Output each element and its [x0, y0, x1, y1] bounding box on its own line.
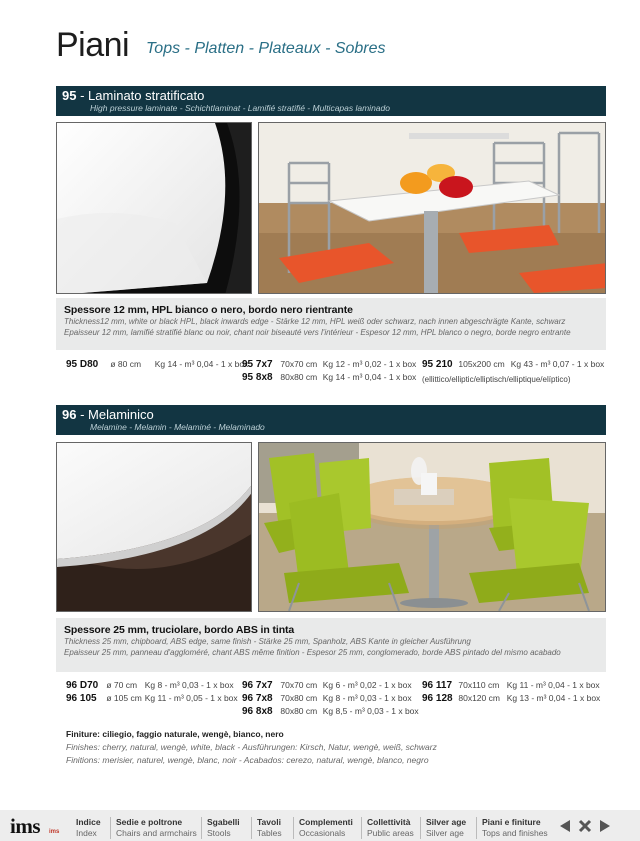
product-row — [422, 680, 600, 691]
nav-silver-age[interactable] — [426, 817, 466, 839]
nav-chairs[interactable] — [116, 817, 197, 839]
nav-sublabel: Occasionals — [299, 828, 346, 838]
brand-logo-mark: ims — [49, 829, 60, 835]
product-code: 96 128 — [422, 693, 453, 704]
product-pack: Kg 6 - m³ 0,02 - 1 x box — [322, 680, 412, 690]
product-pack: Kg 11 - m³ 0,04 - 1 x box — [506, 680, 600, 690]
product-size: ø 70 cm — [106, 680, 138, 690]
product-code: 96 117 — [422, 680, 453, 691]
product-size: 70x110 cm — [458, 680, 500, 690]
nav-divider — [293, 817, 294, 839]
nav-sublabel: Tops and finishes — [482, 828, 548, 838]
section-96-spec-line-2: Epaisseur 25 mm, panneau d'aggloméré, chant ABS même finition - Espesor 25 mm, conglomerado, borde ABS pintado del mismo acabado — [64, 648, 561, 657]
product-code: 96 7x8 — [242, 693, 273, 704]
section-95-subtitle: High pressure laminate - Schichtlaminat - Lamifié stratifié - Multicapas laminado — [90, 103, 390, 113]
product-row — [422, 359, 604, 370]
product-size: 70x80 cm — [280, 693, 318, 703]
product-code: 96 D70 — [66, 680, 99, 691]
nav-divider — [476, 817, 477, 839]
section-95-spec-box — [56, 298, 606, 350]
section-96-title: - Melaminico — [80, 407, 154, 422]
nav-label: Silver age — [426, 817, 467, 827]
product-row — [242, 693, 412, 704]
nav-index[interactable] — [76, 817, 101, 839]
finishes-title: Finiture: ciliegio, faggio naturale, wengè, bianco, nero — [66, 729, 284, 739]
melamine-swatch-image — [56, 442, 252, 612]
nav-divider — [201, 817, 202, 839]
section-96-number: 96 — [62, 407, 77, 422]
product-pack: Kg 12 - m³ 0,02 - 1 x box — [322, 359, 417, 369]
nav-sublabel: Public areas — [367, 828, 414, 838]
nav-label: Indice — [76, 817, 101, 827]
laminate-swatch-graphic — [57, 123, 252, 294]
section-95-spec-line-1: Thickness12 mm, white or black HPL, black inwards edge - Stärke 12 mm, HPL weiß oder schwarz, nach innen abgeschrägte Kante, schwarz — [64, 317, 566, 326]
page-title: Piani — [56, 26, 130, 64]
table-scene-image-95 — [258, 122, 606, 294]
product-size: 70x70 cm — [280, 680, 318, 690]
product-pack: Kg 14 - m³ 0,04 - 1 x box — [154, 359, 249, 369]
section-95-spec-line-2: Epaisseur 12 mm, lamifié stratifié blanc ou noir, chant noir biseauté vers l'intérieur - Espesor 12 mm, HPL blanco o negro, borde negro entrante — [64, 328, 571, 337]
nav-label: Sedie e poltrone — [116, 817, 183, 827]
nav-divider — [420, 817, 421, 839]
nav-sublabel: Stools — [207, 828, 231, 838]
nav-divider — [251, 817, 252, 839]
product-pack: Kg 8 - m³ 0,03 - 1 x box — [322, 693, 412, 703]
nav-sublabel: Index — [76, 828, 97, 838]
section-96-header — [56, 405, 606, 435]
close-icon[interactable] — [578, 819, 592, 833]
section-95-header — [56, 86, 606, 116]
nav-tables[interactable] — [257, 817, 282, 839]
product-code: 96 7x7 — [242, 680, 273, 691]
product-size: 80x80 cm — [280, 706, 318, 716]
product-pack: Kg 13 - m³ 0,04 - 1 x box — [506, 693, 601, 703]
nav-label: Tavoli — [257, 817, 281, 827]
product-row — [422, 693, 600, 704]
section-95-number: 95 — [62, 88, 77, 103]
product-row — [242, 372, 416, 383]
finishes-line-1: Finishes: cherry, natural, wengè, white, black - Ausführungen: Kirsch, Natur, wengè, weiß, schwarz — [66, 742, 437, 752]
product-pack: Kg 14 - m³ 0,04 - 1 x box — [322, 372, 417, 382]
nav-label: Collettività — [367, 817, 411, 827]
nav-divider — [110, 817, 111, 839]
product-pack: Kg 8,5 - m³ 0,03 - 1 x box — [322, 706, 419, 716]
product-row — [66, 680, 234, 691]
table-scene-graphic-95 — [259, 123, 606, 294]
nav-tops-finishes[interactable] — [482, 817, 548, 839]
nav-sublabel: Silver age — [426, 828, 464, 838]
previous-page-icon[interactable] — [558, 819, 572, 833]
product-pack: Kg 8 - m³ 0,03 - 1 x box — [144, 680, 234, 690]
product-size: ø 80 cm — [110, 359, 142, 369]
table-scene-graphic-96 — [259, 443, 606, 612]
product-row — [242, 706, 419, 717]
product-row — [242, 680, 412, 691]
laminate-swatch-image — [56, 122, 252, 294]
nav-stools[interactable] — [207, 817, 240, 839]
product-pack: Kg 11 - m³ 0,05 - 1 x box — [144, 693, 238, 703]
table-scene-image-96 — [258, 442, 606, 612]
nav-label: Sgabelli — [207, 817, 240, 827]
section-96-spec-title: Spessore 25 mm, truciolare, bordo ABS in tinta — [64, 624, 295, 636]
nav-occasionals[interactable] — [299, 817, 353, 839]
section-96-spec-box — [56, 618, 606, 672]
finishes-line-2: Finitions: merisier, naturel, wengè, blanc, noir - Acabados: cerezo, natural, wengè, blanco, negro — [66, 755, 429, 765]
product-code: 95 7x7 — [242, 359, 273, 370]
product-size: 70x70 cm — [280, 359, 318, 369]
product-row — [242, 359, 416, 370]
product-row — [66, 359, 248, 370]
section-95-spec-title: Spessore 12 mm, HPL bianco o nero, bordo nero rientrante — [64, 304, 353, 316]
product-row — [66, 693, 238, 704]
nav-sublabel: Tables — [257, 828, 282, 838]
product-size: ø 105 cm — [106, 693, 142, 703]
product-code: 96 8x8 — [242, 706, 273, 717]
next-page-icon[interactable] — [598, 819, 612, 833]
product-size: 80x80 cm — [280, 372, 318, 382]
product-code: 95 210 — [422, 359, 453, 370]
product-note: (ellittico/elliptic/elliptisch/elliptique/elíptico) — [422, 375, 571, 384]
product-code: 96 105 — [66, 693, 97, 704]
product-code: 95 D80 — [66, 359, 99, 370]
section-96-spec-line-1: Thickness 25 mm, chipboard, ABS edge, same finish - Stärke 25 mm, Spanholz, ABS Kante in gleicher Ausführung — [64, 637, 471, 646]
section-96-subtitle: Melamine - Melamin - Melaminé - Melaminado — [90, 422, 265, 432]
brand-logo[interactable]: ims — [10, 814, 40, 838]
product-size: 105x200 cm — [458, 359, 505, 369]
section-95-title: - Laminato stratificato — [80, 88, 205, 103]
product-pack: Kg 43 - m³ 0,07 - 1 x box — [510, 359, 605, 369]
nav-label: Piani e finiture — [482, 817, 541, 827]
page-subtitle: Tops - Platten - Plateaux - Sobres — [146, 40, 386, 57]
melamine-swatch-graphic — [57, 443, 252, 612]
nav-divider — [361, 817, 362, 839]
nav-sublabel: Chairs and armchairs — [116, 828, 197, 838]
nav-label: Complementi — [299, 817, 353, 827]
product-size: 80x120 cm — [458, 693, 500, 703]
product-code: 95 8x8 — [242, 372, 273, 383]
nav-public-areas[interactable] — [367, 817, 414, 839]
